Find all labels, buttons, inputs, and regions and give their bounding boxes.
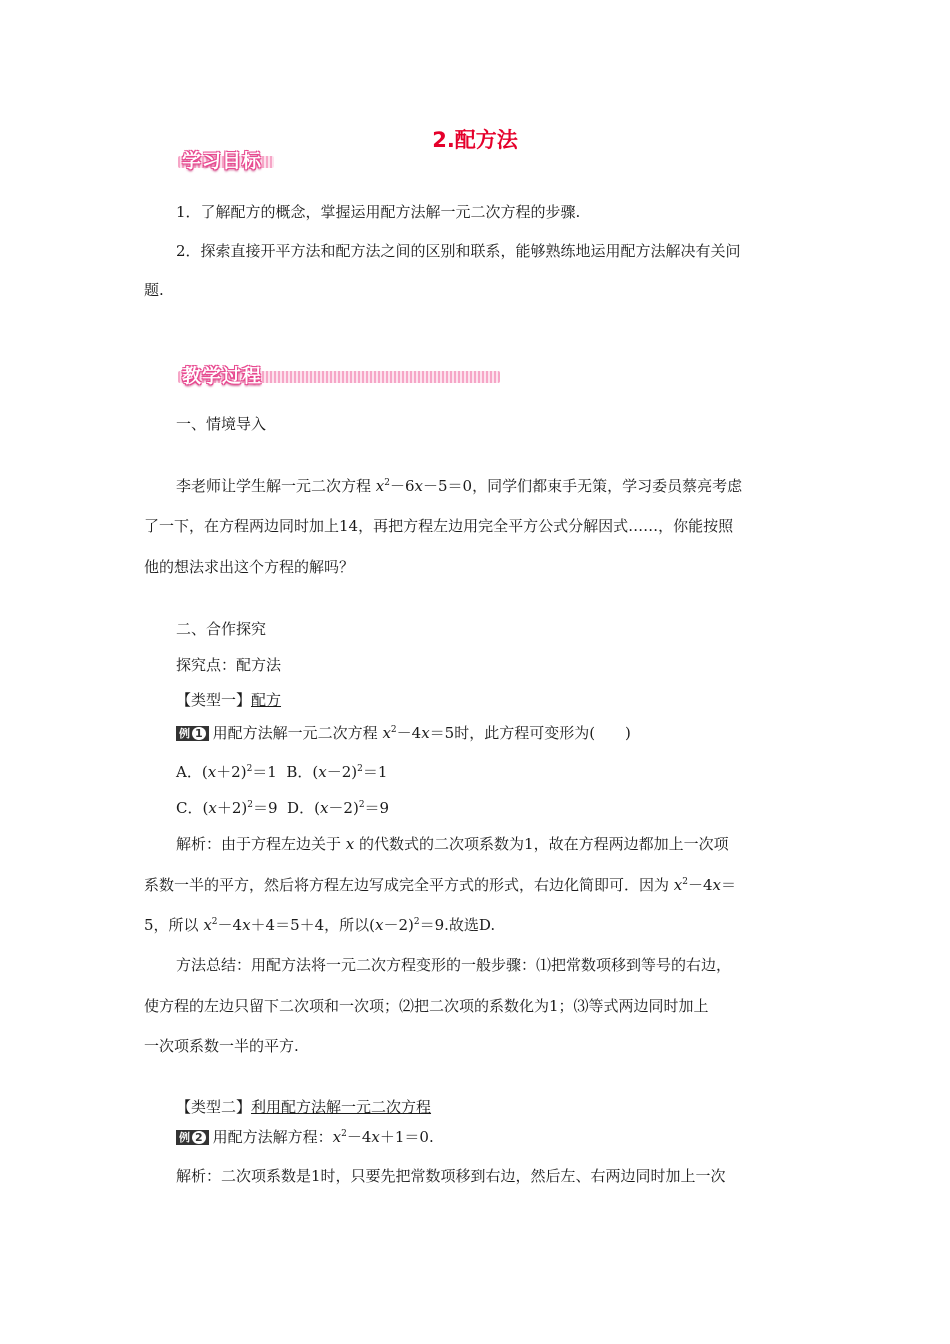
goal-item-2-line1: 2．探索直接开平方法和配方法之间的区别和联系，能够熟练地运用配方法解决有关问 <box>176 242 741 260</box>
section2-heading: 二、合作探究 <box>176 620 267 638</box>
goal-item-2-line2: 题. <box>144 281 164 299</box>
options-cd: C．$(x+2)^2=9$ D．$(x-2)^2=9$ <box>176 799 390 817</box>
type2-heading: 【类型二】利用配方法解一元二次方程 <box>176 1098 432 1116</box>
goal-item-1: 1．了解配方的概念，掌握运用配方法解一元二次方程的步骤. <box>176 203 581 221</box>
example1-question: 例 1 用配方法解一元二次方程 $x^2-4x=5$时，此方程可变形为( ) <box>176 723 631 743</box>
section1-heading: 一、情境导入 <box>176 415 267 433</box>
example-badge: 例 2 <box>176 1130 209 1145</box>
process-banner-label: 教学过程 <box>182 365 263 387</box>
goals-banner <box>178 148 274 172</box>
analysis2-line1: 解析：二次项系数是1时，只要先把常数项移到右边，然后左、右两边同时加上一次 <box>176 1167 726 1185</box>
analysis1-line3: 5，所以 $x^2-4x+4=5+4$，所以$(x-2)^2=9$.故选D. <box>144 916 496 934</box>
options-ab: A．$(x+2)^2=1$ B．$(x-2)^2=1$ <box>176 763 388 781</box>
type1-heading: 【类型一】配方 <box>176 691 282 709</box>
example2-question: 例 2 用配方法解方程：$x^2-4x+1=0$. <box>176 1127 434 1147</box>
intro-paragraph-line1: 李老师让学生解一元二次方程 $x^2-6x-5=0$，同学们都束手无策，学习委员蔡亮考虑 <box>176 477 743 495</box>
goals-banner-label: 学习目标 <box>182 150 263 172</box>
analysis1-line1: 解析：由于方程左边关于 x 的代数式的二次项系数为1，故在方程两边都加上一次项 <box>176 835 729 853</box>
explore-point: 探究点：配方法 <box>176 656 282 674</box>
analysis1-line2: 系数一半的平方，然后将方程左边写成完全平方式的形式，右边化简即可．因为 $x^2-4x=$ <box>144 876 737 894</box>
intro-paragraph-line2: 了一下，在方程两边同时加上14，再把方程左边用完全平方公式分解因式……，你能按照 <box>144 517 734 535</box>
example-badge: 例 1 <box>176 726 209 741</box>
process-banner <box>178 363 500 387</box>
summary-line2: 使方程的左边只留下二次项和一次项；⑵把二次项的系数化为1；⑶等式两边同时加上 <box>144 997 709 1015</box>
summary-line3: 一次项系数一半的平方. <box>144 1037 299 1055</box>
intro-paragraph-line3: 他的想法求出这个方程的解吗？ <box>144 558 355 576</box>
summary-line1: 方法总结：用配方法将一元二次方程变形的一般步骤：⑴把常数项移到等号的右边， <box>176 956 732 974</box>
page-title: 2.配方法 <box>432 128 518 152</box>
